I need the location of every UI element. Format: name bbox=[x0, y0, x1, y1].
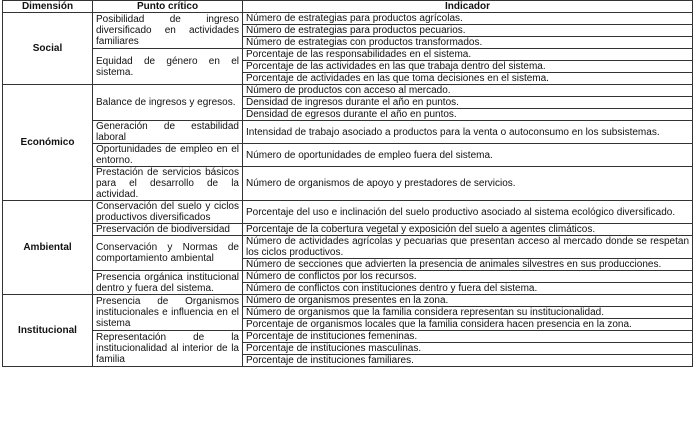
indicador-cell: Densidad de ingresos durante el año en puntos. bbox=[243, 97, 693, 109]
indicador-cell: Intensidad de trabajo asociado a productos para la venta o autoconsumo en los subsistemas. bbox=[243, 121, 693, 144]
indicador-cell: Número de estrategias para productos pecuarios. bbox=[243, 25, 693, 37]
punto-critico-cell: Presencia orgánica institucional dentro y fuera del sistema. bbox=[93, 271, 243, 295]
indicador-cell: Porcentaje de instituciones femeninas. bbox=[243, 331, 693, 343]
indicador-cell: Número de conflictos por los recursos. bbox=[243, 271, 693, 283]
punto-critico-cell: Prestación de servicios básicos para el desarrollo de la actividad. bbox=[93, 167, 243, 201]
indicador-cell: Porcentaje de instituciones masculinas. bbox=[243, 343, 693, 355]
header-indicador: Indicador bbox=[243, 1, 693, 13]
table-row bbox=[3, 236, 693, 259]
indicator-table bbox=[2, 0, 693, 367]
table-row bbox=[3, 331, 693, 343]
indicador-cell: Porcentaje de instituciones familiares. bbox=[243, 355, 693, 367]
header-punto-critico: Punto crítico bbox=[93, 1, 243, 13]
punto-critico-cell: Representación de la institucionalidad al interior de la familia bbox=[93, 331, 243, 367]
table-body bbox=[3, 13, 693, 367]
indicador-cell: Número de organismos presentes en la zona. bbox=[243, 295, 693, 307]
dimension-cell: Institucional bbox=[3, 295, 93, 367]
header-row bbox=[3, 1, 693, 13]
indicador-cell: Porcentaje de la cobertura vegetal y exposición del suelo a agentes climáticos. bbox=[243, 224, 693, 236]
table-row bbox=[3, 85, 693, 97]
punto-critico-cell: Generación de estabilidad laboral bbox=[93, 121, 243, 144]
punto-critico-cell: Posibilidad de ingreso diversificado en actividades familiares bbox=[93, 13, 243, 49]
punto-critico-cell: Conservación y Normas de comportamiento ambiental bbox=[93, 236, 243, 271]
dimension-cell: Social bbox=[3, 13, 93, 85]
dimension-cell: Ambiental bbox=[3, 201, 93, 295]
table-row bbox=[3, 224, 693, 236]
punto-critico-cell: Conservación del suelo y ciclos productivos diversificados bbox=[93, 201, 243, 224]
indicador-cell: Número de secciones que advierten la presencia de animales silvestres en sus producciones. bbox=[243, 259, 693, 271]
indicador-cell: Número de actividades agrícolas y pecuarias que presentan acceso al mercado donde se respetan los ciclos productivos. bbox=[243, 236, 693, 259]
punto-critico-cell: Oportunidades de empleo en el entorno. bbox=[93, 144, 243, 167]
indicador-cell: Densidad de egresos durante el año en puntos. bbox=[243, 109, 693, 121]
indicador-cell: Número de conflictos con instituciones dentro y fuera del sistema. bbox=[243, 283, 693, 295]
table-row bbox=[3, 167, 693, 201]
indicador-cell: Número de oportunidades de empleo fuera del sistema. bbox=[243, 144, 693, 167]
table-row bbox=[3, 49, 693, 61]
table-row bbox=[3, 271, 693, 283]
punto-critico-cell: Equidad de género en el sistema. bbox=[93, 49, 243, 85]
indicador-cell: Porcentaje de actividades en las que toma decisiones en el sistema. bbox=[243, 73, 693, 85]
indicador-cell: Porcentaje del uso e inclinación del suelo productivo asociado al sistema ecológico diversificado. bbox=[243, 201, 693, 224]
table-row bbox=[3, 201, 693, 224]
indicador-cell: Porcentaje de las actividades en las que trabaja dentro del sistema. bbox=[243, 61, 693, 73]
dimension-cell: Económico bbox=[3, 85, 93, 201]
indicador-cell: Número de organismos de apoyo y prestadores de servicios. bbox=[243, 167, 693, 201]
table-row bbox=[3, 295, 693, 307]
indicador-cell: Número de productos con acceso al mercado. bbox=[243, 85, 693, 97]
indicador-cell: Número de estrategias para productos agrícolas. bbox=[243, 13, 693, 25]
table-row bbox=[3, 121, 693, 144]
indicador-cell: Porcentaje de las responsabilidades en el sistema. bbox=[243, 49, 693, 61]
punto-critico-cell: Presencia de Organismos institucionales e influencia en el sistema bbox=[93, 295, 243, 331]
header-dimension: Dimensión bbox=[3, 1, 93, 13]
indicador-cell: Porcentaje de organismos locales que la familia considera hacen presencia en la zona. bbox=[243, 319, 693, 331]
table-row bbox=[3, 13, 693, 25]
table-row bbox=[3, 144, 693, 167]
indicador-cell: Número de organismos que la familia considera representan su institucionalidad. bbox=[243, 307, 693, 319]
punto-critico-cell: Balance de ingresos y egresos. bbox=[93, 85, 243, 121]
punto-critico-cell: Preservación de biodiversidad bbox=[93, 224, 243, 236]
indicador-cell: Número de estrategias con productos transformados. bbox=[243, 37, 693, 49]
